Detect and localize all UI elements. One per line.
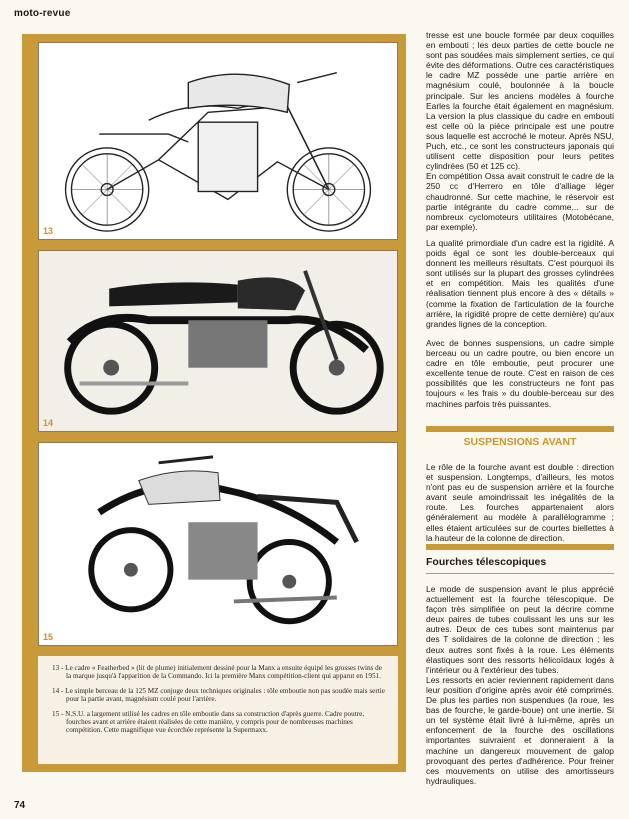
figure-13-photo — [38, 42, 398, 240]
paragraph: Le mode de suspension avant le plus apprécié actuellement est la fourche télescopique. De façon très simplifiée on peut la décrire comme deux paires de tubes coulissant les uns sur les autres. Deux de ces tubes sont maintenus par des T solidaires de la colonne de direction ; les deux autres sont fixés à la roue. Les éléments élastiques sont des ressorts hélicoïdaux logés à l'intérieur ou à l'extérieur des tubes. — [426, 584, 614, 675]
figure-15-photo — [38, 442, 398, 646]
section-divider — [426, 426, 614, 432]
figure-number: 14 — [43, 418, 54, 428]
caption-15: 15 - N.S.U. a largement utilisé les cadres en tôle emboutie dans sa construction d'après guerre. Cadre poutre, fourches avant et arrière étaient réalisées de cette manière, y compris pour de nombreuses machines compétition. Cette magnifique vue écorchée représente la Supermaxx. — [52, 709, 365, 735]
figure-number: 13 — [43, 226, 54, 236]
paragraph: Les ressorts en acier reviennent rapidement dans leur position d'origine après avoir été comprimés. De plus les parties non suspendues (la roue, les bas de fourche, le garde-boue) ont une inertie. Si un tel système était livré à lui-même, après un enfoncement de la fourche des oscillations importantes suivraient et donneraient à la machine un dangereux mouvement de galop provoquant des pertes d'adhérence. Pour freiner ces mouvements on utilise des amortisseurs hydrauliques. — [426, 674, 614, 786]
subsection-heading: Fourches télescopiques — [426, 556, 547, 568]
page-number: 74 — [14, 800, 26, 811]
paragraph: tresse est une boucle formée par deux coquilles en embouti ; les deux parties de cette boucle ne sont pas soudées mais simplement serties, ce qui évite des déformations. Outre ces caractéristiques le cadre MZ possède une partie arrière en magnésium coulé, boulonnée à la boucle principale. Sur les anciens modèles à fourche Earles la fourche était également en magnésium. La version la plus classique du cadre en embouti est celle où la pièce principale est une poutre sous laquelle est accroché le moteur. Après NSU, Puch, etc., ce sont les constructeurs japonais qui utilisent cette disposition pour leurs petites cylindrées (50 et 125 cc). — [426, 30, 614, 172]
article-text-block — [426, 238, 614, 329]
article-text-block — [426, 338, 614, 409]
magazine-title: moto-revue — [14, 8, 71, 19]
paragraph: La qualité primordiale d'un cadre est la rigidité. A poids égal ce sont les double-berceaux qui donnent les meilleurs résultats. C'est pourquoi ils sont utilisés sur la plupart des grosses cylindrées et en compétition. Mais les qualités d'une réalisation tiennent plus encore à des « détails » (comme la fixation de l'articulation de la fourche arrière, la rigidité propre de cette dernière) qu'aux grandes lignes de la conception. — [426, 238, 614, 329]
paragraph: Le rôle de la fourche avant est double : direction et suspension. Longtemps, d'ailleurs, les motos n'ont pas eu de suspension arrière et la fourche avant seule amoindrissait les inégalités de la route. Les fourches appartenaient alors généralement au modèle à parallélogramme ; elles étaient articulées sur de courtes biellettes à la hauteur de la colonne de direction. — [426, 462, 614, 543]
article-text-block — [426, 30, 614, 232]
heading-underline — [426, 573, 614, 574]
caption-13: 13 - Le cadre « Featherbed » (lit de plume) initialement dessiné pour la Manx a ensuite équipé les grosses twins de la marque jusqu'à l'apparition de la Commando. Ici la première Manx compétition-client qui apparut en 1951. — [52, 664, 382, 681]
motorcycle-drawing-13 — [39, 43, 397, 239]
figure-14-photo — [38, 250, 398, 432]
paragraph: En compétition Ossa avait construit le cadre de la 250 cc d'Herrero en tôle d'alliage léger chaudronné. Sur cette machine, le réservoir est partie intégrante du cadre comme... sur de nombreux cyclomoteurs utilitaires (Motobécane, par exemple). — [426, 171, 614, 232]
motorcycle-photo-15 — [39, 443, 397, 645]
article-text-block — [426, 462, 614, 543]
motorcycle-photo-14 — [39, 251, 397, 431]
article-text-block — [426, 584, 614, 786]
paragraph: Avec de bonnes suspensions, un cadre simple berceau ou un cadre poutre, ou bien encore un cadre en tôle emboutie, peut procurer une excellente tenue de route. C'est en raison de ces possibilités que les constructeurs ne font pas toujours « les frais » du double-berceau sur des machines parfois très puissantes. — [426, 338, 614, 409]
caption-14: 14 - Le simple berceau de la 125 MZ conjuge deux techniques originales : tôle emboutie non pas soudée mais sertie pour la partie avant, magnésium coulé pour l'arrière. — [52, 686, 385, 704]
section-divider — [426, 544, 614, 550]
section-heading: SUSPENSIONS AVANT — [463, 436, 577, 448]
figure-captions — [38, 656, 398, 764]
figure-number: 15 — [43, 632, 54, 642]
